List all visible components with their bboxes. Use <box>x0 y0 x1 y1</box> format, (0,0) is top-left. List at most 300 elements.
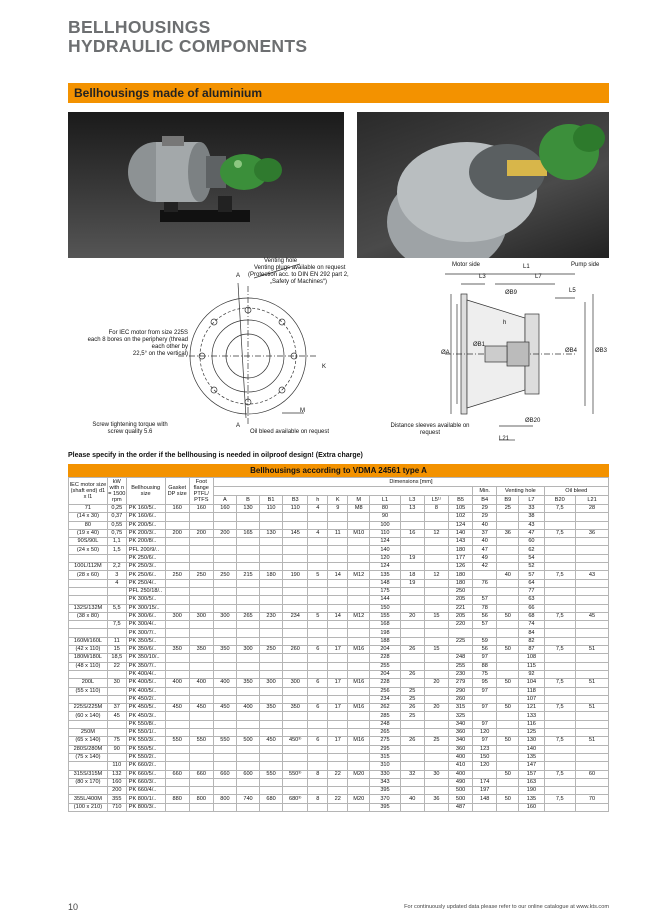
table-cell: 50 <box>497 679 519 687</box>
table-cell <box>165 554 189 562</box>
iec-note <box>70 330 188 358</box>
col-label: B5 <box>449 496 473 505</box>
table-cell <box>497 604 519 612</box>
table-cell <box>260 546 283 554</box>
table-cell <box>424 729 448 737</box>
table-cell <box>544 803 576 811</box>
table-cell: (38 x 80) <box>69 612 108 620</box>
table-cell <box>544 621 576 629</box>
table-cell: 37 <box>107 704 126 712</box>
table-cell: 180 <box>449 571 473 579</box>
table-cell: 50 <box>497 612 519 620</box>
table-cell <box>576 538 609 546</box>
table-cell <box>308 687 328 695</box>
table-cell: 71 <box>69 505 108 513</box>
table-cell <box>213 778 236 786</box>
col-head-min: Min. <box>473 487 497 496</box>
table-row <box>69 538 609 546</box>
table-cell: 800 <box>189 795 213 803</box>
table-cell: 26 <box>400 646 424 654</box>
table-cell: 300 <box>189 612 213 620</box>
table-cell: 250 <box>213 571 236 579</box>
table-cell <box>424 563 448 571</box>
table-cell: 550 <box>189 737 213 745</box>
table-cell <box>165 587 189 595</box>
table-cell: 160 <box>189 505 213 513</box>
table-cell <box>283 554 308 562</box>
table-cell <box>328 629 348 637</box>
table-cell: M20 <box>348 770 370 778</box>
table-cell: 115 <box>519 662 544 670</box>
table-cell <box>400 513 424 521</box>
table-cell: 680³⁾ <box>283 795 308 803</box>
table-cell <box>213 753 236 761</box>
table-cell: 5 <box>308 612 328 620</box>
table-cell <box>497 538 519 546</box>
table-cell <box>576 745 609 753</box>
table-cell <box>328 745 348 753</box>
table-cell: 5 <box>308 571 328 579</box>
table-cell <box>497 687 519 695</box>
table-row <box>69 803 609 811</box>
table-cell <box>213 670 236 678</box>
table-cell: 56 <box>473 646 497 654</box>
table-cell: 148 <box>473 795 497 803</box>
table-cell: 200 <box>165 529 189 537</box>
table-cell <box>165 629 189 637</box>
table-cell <box>400 778 424 786</box>
table-cell: 107 <box>519 695 544 703</box>
table-cell <box>400 587 424 595</box>
table-cell: PK 660/4/.. <box>126 787 165 795</box>
table-cell: 30 <box>107 679 126 687</box>
table-cell <box>497 720 519 728</box>
table-cell: 102 <box>449 513 473 521</box>
table-cell: PK 160/6/.. <box>126 513 165 521</box>
table-cell <box>497 778 519 786</box>
table-cell: 29 <box>473 513 497 521</box>
table-cell <box>544 596 576 604</box>
section-banner <box>68 83 609 103</box>
table-cell: 30 <box>424 770 448 778</box>
table-cell <box>236 654 259 662</box>
table-cell <box>348 538 370 546</box>
table-cell: 315 <box>370 753 400 761</box>
table-cell <box>236 687 259 695</box>
table-cell: 150 <box>370 604 400 612</box>
table-cell <box>544 654 576 662</box>
table-cell <box>576 787 609 795</box>
table-cell <box>213 629 236 637</box>
table-cell: 90 <box>370 513 400 521</box>
table-cell <box>69 596 108 604</box>
table-cell <box>576 546 609 554</box>
table-cell: 51 <box>576 704 609 712</box>
table-cell: 360 <box>449 729 473 737</box>
table-cell <box>400 753 424 761</box>
table-cell: 50 <box>497 770 519 778</box>
table-cell <box>400 538 424 546</box>
table-cell <box>69 720 108 728</box>
table-cell: 108 <box>519 654 544 662</box>
table-cell <box>576 753 609 761</box>
table-cell <box>213 554 236 562</box>
table-cell <box>576 662 609 670</box>
table-cell <box>473 803 497 811</box>
table-cell <box>236 579 259 587</box>
table-cell <box>260 554 283 562</box>
table-cell <box>348 587 370 595</box>
table-cell <box>576 778 609 786</box>
table-cell: 204 <box>370 646 400 654</box>
table-cell <box>544 687 576 695</box>
table-cell <box>213 596 236 604</box>
table-cell: 29 <box>473 505 497 513</box>
table-cell <box>189 729 213 737</box>
table-cell <box>576 637 609 645</box>
table-cell <box>236 778 259 786</box>
table-cell: 200L <box>69 679 108 687</box>
table-cell <box>283 670 308 678</box>
page-title <box>68 18 307 56</box>
table-cell: 50 <box>497 646 519 654</box>
iec-note-line-1: For IEC motor from size 225S <box>108 330 188 336</box>
table-cell: 130 <box>519 737 544 745</box>
table-cell: 350 <box>213 646 236 654</box>
table-cell <box>544 587 576 595</box>
table-cell: 300 <box>213 612 236 620</box>
table-cell: 230 <box>260 612 283 620</box>
table-cell: 59 <box>473 637 497 645</box>
col-label: K <box>328 496 348 505</box>
footer-note: For continuously updated data please refer to our online catalogue at www.kts.com <box>404 904 609 910</box>
table-cell: 26 <box>400 737 424 745</box>
table-cell <box>236 513 259 521</box>
table-cell: 75 <box>107 737 126 745</box>
table-cell: 275 <box>370 737 400 745</box>
table-cell: 500 <box>236 737 259 745</box>
table-cell <box>348 720 370 728</box>
table-cell <box>328 604 348 612</box>
table-cell <box>283 753 308 761</box>
table-cell <box>328 521 348 529</box>
table-row <box>69 670 609 678</box>
col-head-iec: IEC motor size (shaft end) d1 x l1 <box>69 478 108 505</box>
table-cell: 56 <box>473 612 497 620</box>
table-cell <box>260 587 283 595</box>
table-cell: PK 160/5/.. <box>126 505 165 513</box>
table-cell <box>424 513 448 521</box>
table-cell <box>497 745 519 753</box>
table-cell <box>308 579 328 587</box>
table-cell: 7,5 <box>544 646 576 654</box>
table-cell: 190 <box>519 787 544 795</box>
table-cell <box>424 778 448 786</box>
table-cell: 410 <box>449 762 473 770</box>
table-cell: 188 <box>370 637 400 645</box>
table-cell <box>308 787 328 795</box>
table-cell: 343 <box>370 778 400 786</box>
table-cell: 20 <box>400 612 424 620</box>
table-cell: 37 <box>473 529 497 537</box>
table-cell: 51 <box>576 646 609 654</box>
table-cell: 550 <box>260 770 283 778</box>
table-cell: 49 <box>473 554 497 562</box>
table-cell <box>400 729 424 737</box>
col-head-venting: Venting hole <box>497 487 544 496</box>
table-cell: 133 <box>519 712 544 720</box>
table-cell <box>236 720 259 728</box>
table-cell: 8 <box>424 505 448 513</box>
table-cell: 490 <box>449 778 473 786</box>
venting-hole-label: Venting hole <box>264 258 298 264</box>
table-cell: 104 <box>519 679 544 687</box>
table-cell: (60 x 140) <box>69 712 108 720</box>
table-cell: (55 x 110) <box>69 687 108 695</box>
table-cell <box>283 596 308 604</box>
table-cell: 4 <box>308 505 328 513</box>
table-cell: PK 250/6/.. <box>126 554 165 562</box>
table-cell <box>544 778 576 786</box>
table-cell <box>69 787 108 795</box>
screw-note <box>72 422 188 436</box>
table-cell <box>308 521 328 529</box>
table-cell <box>497 662 519 670</box>
table-cell: 145 <box>283 529 308 537</box>
table-cell: 140 <box>449 529 473 537</box>
col-label: A <box>213 496 236 505</box>
table-cell <box>400 637 424 645</box>
table-cell: PK 200/3/.. <box>126 529 165 537</box>
b20-label: ØB20 <box>525 418 541 424</box>
table-cell <box>544 720 576 728</box>
table-cell <box>189 587 213 595</box>
table-cell <box>260 745 283 753</box>
table-cell: PK 250/4/.. <box>126 579 165 587</box>
table-cell: 221 <box>449 604 473 612</box>
table-cell <box>328 729 348 737</box>
table-cell <box>400 662 424 670</box>
table-cell <box>260 513 283 521</box>
table-cell: 33 <box>519 505 544 513</box>
table-cell <box>497 753 519 761</box>
table-row <box>69 795 609 803</box>
table-cell: 57 <box>519 571 544 579</box>
table-cell <box>308 554 328 562</box>
table-cell: 80 <box>69 521 108 529</box>
col-head-gasket: Gasket DP size <box>165 478 189 505</box>
table-cell: 40 <box>497 571 519 579</box>
table-cell: 250M <box>69 729 108 737</box>
table-cell <box>189 687 213 695</box>
table-cell <box>497 729 519 737</box>
table-cell <box>308 587 328 595</box>
table-cell <box>165 753 189 761</box>
h-label: h <box>503 320 507 326</box>
table-cell <box>308 662 328 670</box>
table-cell <box>497 579 519 587</box>
table-cell <box>236 803 259 811</box>
table-cell <box>473 770 497 778</box>
table-cell <box>213 687 236 695</box>
bellhousing-photo-left <box>68 112 344 258</box>
table-cell: 660 <box>165 770 189 778</box>
table-cell <box>260 579 283 587</box>
table-cell <box>348 695 370 703</box>
table-cell: 7,5 <box>544 795 576 803</box>
front-view-drawing <box>68 258 358 448</box>
table-cell <box>497 513 519 521</box>
table-cell: PFL 200/9/.. <box>126 546 165 554</box>
table-cell: PK 550/5/.. <box>126 745 165 753</box>
table-cell <box>260 621 283 629</box>
table-cell <box>400 787 424 795</box>
table-cell: 11 <box>328 529 348 537</box>
table-cell: 250 <box>165 571 189 579</box>
col-label: h <box>308 496 328 505</box>
table-cell: PFL 250/18/.. <box>126 587 165 595</box>
table-cell: 198 <box>370 629 400 637</box>
table-cell <box>424 596 448 604</box>
table-cell <box>189 745 213 753</box>
table-cell: 15 <box>424 646 448 654</box>
table-row <box>69 662 609 670</box>
table-cell <box>473 629 497 637</box>
table-cell: PK 450/3/.. <box>126 712 165 720</box>
table-cell: 4 <box>107 579 126 587</box>
table-cell: 4 <box>308 529 328 537</box>
table-cell: 19 <box>400 579 424 587</box>
table-cell: 350 <box>260 704 283 712</box>
table-cell <box>348 662 370 670</box>
table-cell <box>544 753 576 761</box>
table-cell <box>236 521 259 529</box>
table-cell <box>544 712 576 720</box>
table-cell: 25 <box>497 505 519 513</box>
table-cell <box>189 546 213 554</box>
table-row <box>69 753 609 761</box>
table-cell <box>400 654 424 662</box>
col-label: B1 <box>260 496 283 505</box>
table-cell <box>473 587 497 595</box>
table-cell: 97 <box>473 720 497 728</box>
table-cell: 550 <box>165 737 189 745</box>
table-cell <box>283 521 308 529</box>
table-cell <box>283 654 308 662</box>
table-cell <box>165 787 189 795</box>
table-cell: 130 <box>236 505 259 513</box>
table-cell <box>213 521 236 529</box>
table-cell: 200 <box>213 529 236 537</box>
table-cell <box>189 538 213 546</box>
table-cell <box>213 729 236 737</box>
table-cell <box>69 695 108 703</box>
table-cell: 123 <box>473 745 497 753</box>
table-cell <box>544 546 576 554</box>
table-row <box>69 612 609 620</box>
table-cell <box>189 787 213 795</box>
table-cell: 64 <box>519 579 544 587</box>
table-cell <box>189 604 213 612</box>
table-cell: M16 <box>348 646 370 654</box>
table-cell: 14 <box>328 612 348 620</box>
table-cell: 360 <box>449 745 473 753</box>
col-label: B3 <box>283 496 308 505</box>
table-cell: 50 <box>497 795 519 803</box>
table-cell: 52 <box>519 563 544 571</box>
table-cell: 22 <box>328 795 348 803</box>
table-cell: 150 <box>473 753 497 761</box>
table-cell <box>348 596 370 604</box>
table-cell <box>576 621 609 629</box>
table-cell: 45 <box>576 612 609 620</box>
table-cell <box>328 637 348 645</box>
table-cell: 160 <box>519 803 544 811</box>
table-cell: 147 <box>519 762 544 770</box>
section-marker-a-top: A <box>236 273 241 279</box>
table-cell <box>576 720 609 728</box>
table-cell <box>308 654 328 662</box>
table-cell <box>424 621 448 629</box>
bellhousing-photo-right <box>357 112 609 258</box>
table-cell: 13 <box>400 505 424 513</box>
table-cell <box>544 604 576 612</box>
table-cell: (19 x 40) <box>69 529 108 537</box>
table-cell <box>348 563 370 571</box>
table-cell: 395 <box>370 787 400 795</box>
table-cell: 350 <box>165 646 189 654</box>
table-cell <box>283 513 308 521</box>
table-cell: PK 300/5/.. <box>126 596 165 604</box>
table-cell <box>328 538 348 546</box>
table-cell: PK 350/5/.. <box>126 637 165 645</box>
table-row <box>69 529 609 537</box>
table-cell: (48 x 110) <box>69 662 108 670</box>
table-cell <box>165 654 189 662</box>
table-cell: 6 <box>308 737 328 745</box>
table-cell: 200 <box>189 529 213 537</box>
table-cell <box>328 670 348 678</box>
table-cell <box>308 596 328 604</box>
table-cell <box>189 621 213 629</box>
table-cell: 97 <box>473 704 497 712</box>
table-cell: 279 <box>449 679 473 687</box>
table-cell: 110 <box>260 505 283 513</box>
table-row <box>69 579 609 587</box>
table-row <box>69 604 609 612</box>
table-cell <box>576 687 609 695</box>
table-cell: 38 <box>519 513 544 521</box>
table-cell <box>308 712 328 720</box>
table-cell: 400 <box>189 679 213 687</box>
table-cell <box>260 778 283 786</box>
table-cell: (42 x 110) <box>69 646 108 654</box>
table-cell: PK 300/15/.. <box>126 604 165 612</box>
table-cell: 25 <box>424 737 448 745</box>
table-cell: 300 <box>283 679 308 687</box>
table-cell <box>308 720 328 728</box>
table-cell <box>189 629 213 637</box>
table-cell <box>165 604 189 612</box>
title-line-1: BELLHOUSINGS <box>68 17 211 37</box>
table-cell <box>283 629 308 637</box>
table-cell: 82 <box>519 637 544 645</box>
table-cell: 160M/160L <box>69 637 108 645</box>
table-cell <box>348 629 370 637</box>
table-cell <box>424 695 448 703</box>
table-row <box>69 762 609 770</box>
table-cell <box>400 803 424 811</box>
